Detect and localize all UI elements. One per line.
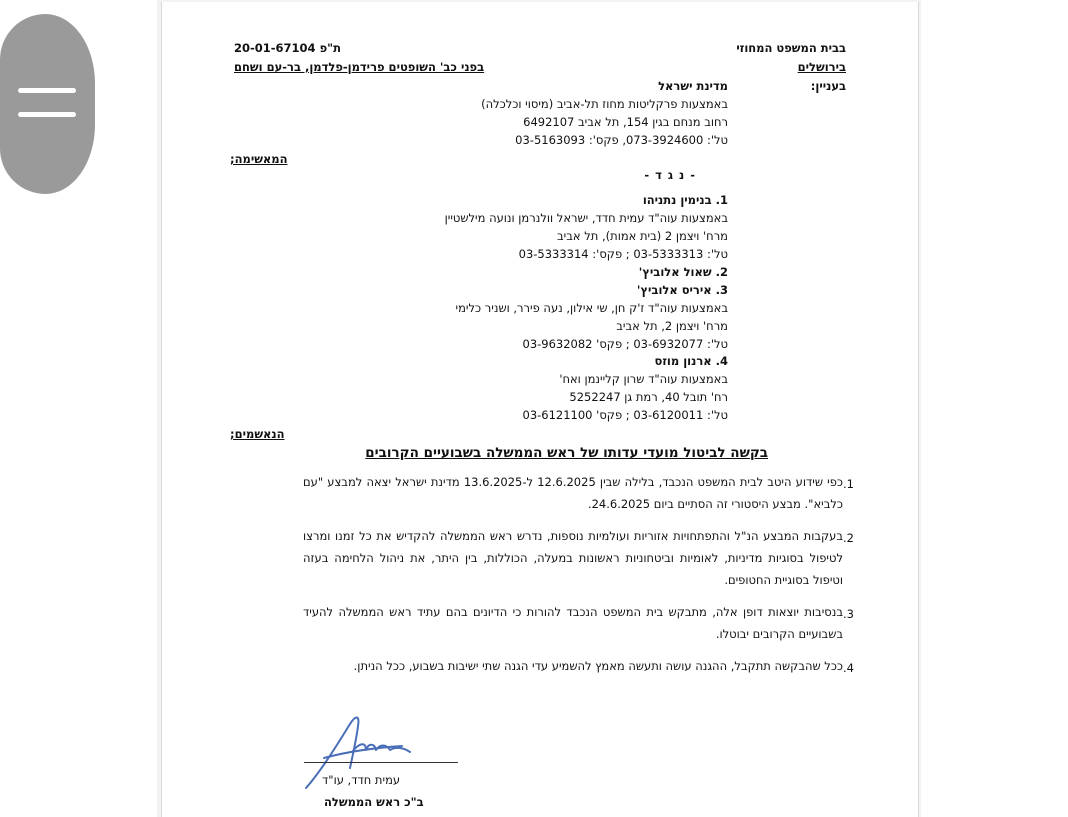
plaintiff-address: רחוב מנחם בגין 154, תל אביב 6492107: [523, 115, 728, 129]
plaintiff-via: באמצעות פרקליטות מחוז תל-אביב (מיסוי וכלכלה): [481, 97, 728, 111]
court-city: בירושלים: [797, 60, 846, 74]
case-number: ת"פ 20-01-67104: [234, 41, 341, 55]
paragraph-number: 1.: [843, 477, 854, 491]
signature-name: עמית חדד, עו"ד: [322, 773, 401, 787]
versus-line: - נ ג ד -: [644, 168, 696, 182]
defendant-4-line: רח' תובל 40, רמת גן 5252247: [569, 390, 728, 404]
in-re-label: בעניין:: [810, 79, 846, 93]
plaintiff-role: המאשימה;: [230, 152, 288, 166]
hamburger-menu-icon-bar: [18, 112, 76, 117]
defendant-4-line: באמצעות עוה"ד שרון קליינמן ואח': [559, 372, 728, 386]
paragraph-number: 4.: [843, 661, 854, 675]
menu-button[interactable]: [0, 14, 95, 194]
defendant-1-line: מרח' ויצמן 2 (בית אמות), תל אביב: [557, 229, 728, 243]
defendant-2-name: 2. שאול אלוביץ': [638, 265, 728, 279]
plaintiff-name: מדינת ישראל: [658, 79, 728, 93]
defendant-3-line: מרח' ויצמן 2, תל אביב: [616, 319, 728, 333]
paragraph-4: ככל שהבקשה תתקבל, ההגנה עושה ותעשה מאמץ להשמיע עדי הגנה שתי ישיבות בשבוע, ככל הניתן.: [353, 659, 843, 673]
paragraph-number: 3.: [843, 607, 854, 621]
paragraph-1: כפי שידוע היטב לבית המשפט הנכבד, בלילה שבין 12.6.2025 ל-13.6.2025 מדינת ישראל יצאה למבצע "עם כלביא". מבצע היסטורי זה הסתיים ביום 24.6.2025.: [303, 475, 843, 511]
judges-line: בפני כב' השופטים פרידמן-פלדמן, בר-עם ושחם: [234, 60, 485, 74]
plaintiff-phones: טל': 073-3924600, פקס': 03-5163093: [515, 133, 728, 147]
defendant-3-name: 3. איריס אלוביץ': [636, 283, 728, 297]
defendants-role: הנאשמים;: [230, 427, 285, 441]
defendant-1-name: 1. בנימין נתניהו: [642, 193, 728, 207]
hamburger-menu-icon: [18, 88, 76, 93]
paragraph-number: 2.: [843, 531, 854, 545]
signature-role: ב"כ ראש הממשלה: [324, 795, 424, 809]
defendant-4-name: 4. ארנון מוזס: [654, 354, 728, 368]
defendant-4-line: טל': 03-6120011 ; פקס' 03-6121100: [522, 408, 728, 422]
document-title: בקשה לביטול מועדי עדותו של ראש הממשלה בשבועיים הקרובים: [365, 445, 768, 461]
signature-line: [304, 762, 458, 763]
paragraph-3: בנסיבות יוצאות דופן אלה, מתבקש בית המשפט הנכבד להורות כי הדיונים בהם עתיד ראש הממשלה להעיד בשבועיים הקרובים יבוטלו.: [303, 605, 843, 641]
defendant-1-line: באמצעות עוה"ד עמית חדד, ישראל וולנרמן ונועה מילשטיין: [444, 211, 728, 225]
document-page: [161, 2, 919, 817]
paragraph-2: בעקבות המבצע הנ"ל והתפתחויות אזוריות ועולמיות נוספות, נדרש ראש הממשלה להקדיש את כל זמנו ומרצו לטיפול בסוגיות מדיניות, לאומיות וביטחוניות ראשונות במעלה, הכוללות, בין היתר, את ניהול הלחימה בעזה וטיפול בסוגיית החטופים.: [303, 529, 843, 587]
defendant-1-line: טל': 03-5333313 ; פקס': 03-5333314: [518, 247, 728, 261]
defendant-3-line: באמצעות עוה"ד ז'ק חן, שי אילון, נעה פירר, ושניר כלימי: [455, 301, 728, 315]
court-name: בבית המשפט המחוזי: [736, 41, 846, 55]
defendant-3-line: טל': 03-6932077 ; פקס' 03-9632082: [522, 337, 728, 351]
